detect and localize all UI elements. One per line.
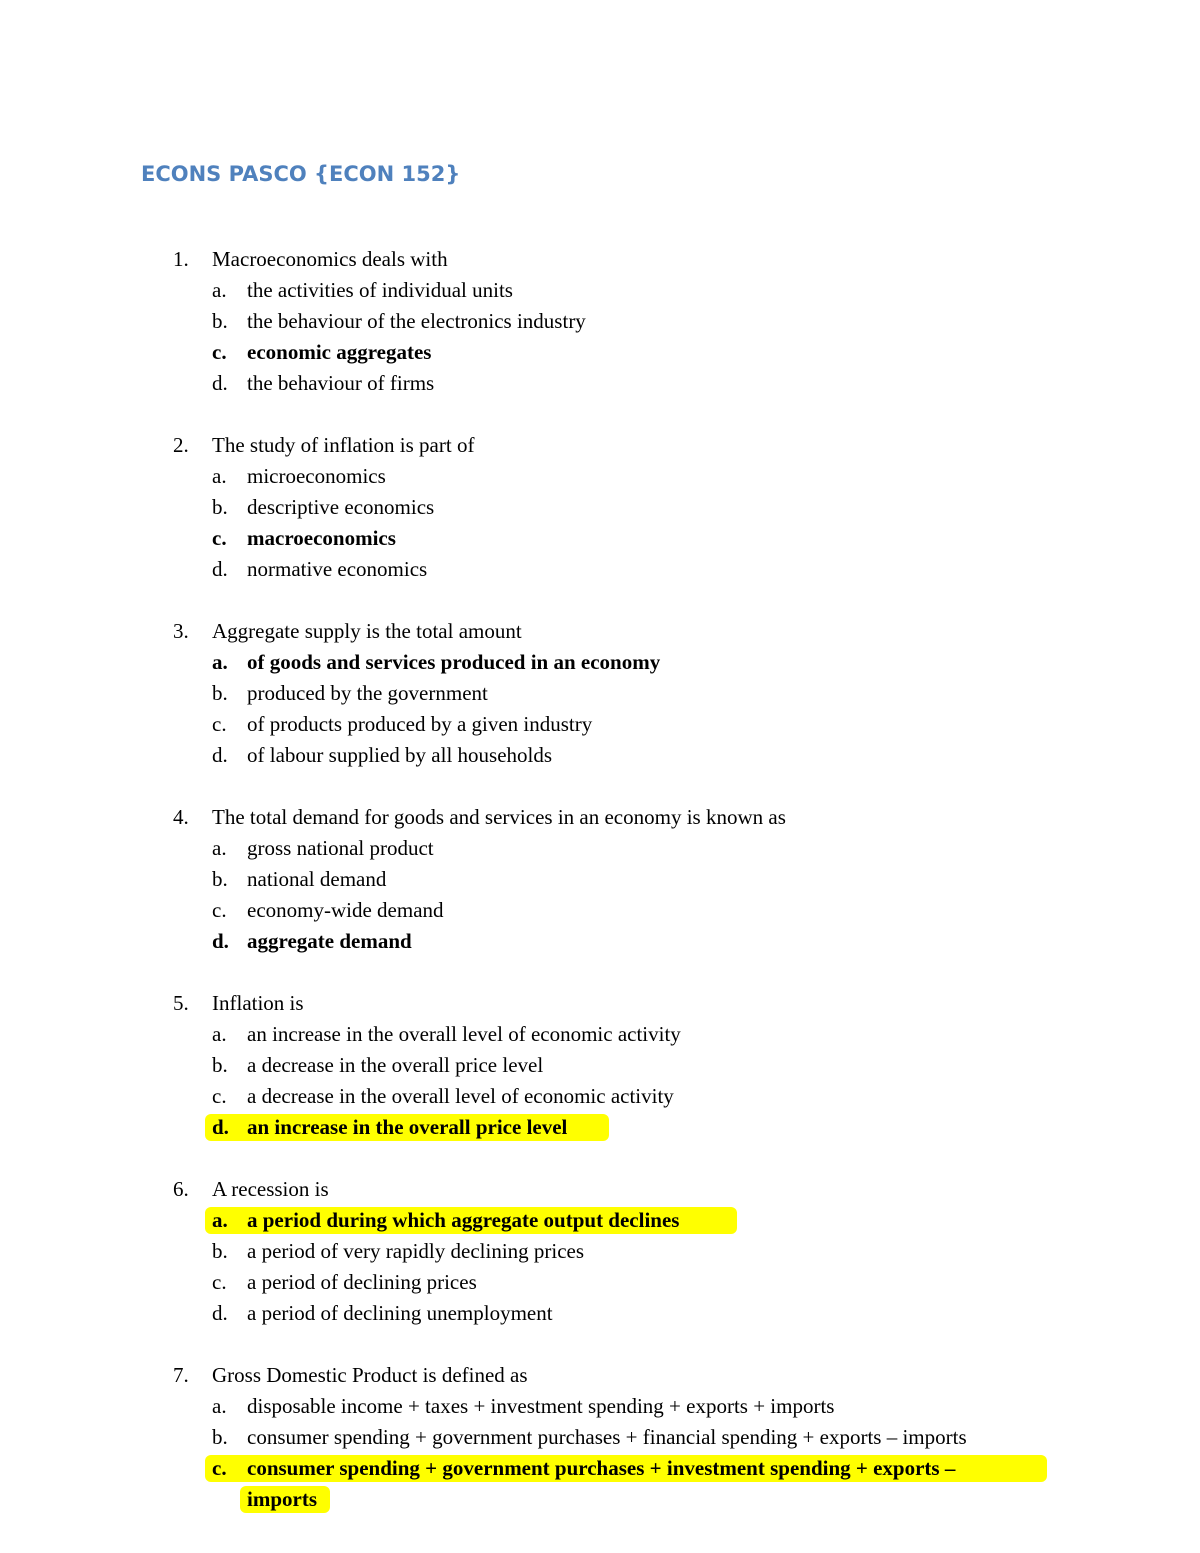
question-stem	[0, 988, 1200, 1019]
option-d	[0, 554, 1200, 585]
question-stem	[0, 244, 1200, 275]
option-c	[0, 1081, 1200, 1112]
option-letter: a.	[212, 1208, 228, 1232]
document-title: ECONS PASCO {ECON 152}	[141, 162, 461, 186]
option-letter: a.	[212, 836, 227, 860]
option-text: economic aggregates	[247, 340, 432, 364]
question-number: 2.	[173, 433, 189, 457]
question-text: A recession is	[212, 1177, 329, 1201]
option-text: national demand	[247, 867, 387, 891]
question-stem	[0, 616, 1200, 647]
option-letter: b.	[212, 309, 228, 333]
question-stem	[0, 802, 1200, 833]
option-text: of products produced by a given industry	[247, 712, 593, 736]
option-letter: c.	[212, 340, 227, 364]
question-stem	[0, 1360, 1200, 1391]
question-text: Aggregate supply is the total amount	[212, 619, 522, 643]
option-letter: a.	[212, 1022, 227, 1046]
option-text: consumer spending + government purchases + financial spending + exports – imports	[247, 1425, 967, 1449]
question-1	[0, 244, 1200, 399]
question-stem	[0, 1174, 1200, 1205]
option-letter: d.	[212, 557, 228, 581]
option-letter: c.	[212, 1270, 227, 1294]
option-c	[0, 709, 1200, 740]
option-text: a period of declining unemployment	[247, 1301, 553, 1325]
option-text: a decrease in the overall level of economic activity	[247, 1084, 674, 1108]
option-letter: a.	[212, 1394, 227, 1418]
option-b	[0, 864, 1200, 895]
option-a	[0, 833, 1200, 864]
question-text: Gross Domestic Product is defined as	[212, 1363, 528, 1387]
option-text: the behaviour of firms	[247, 371, 435, 395]
option-text: of labour supplied by all households	[247, 743, 553, 767]
option-text: an increase in the overall price level	[247, 1115, 568, 1139]
question-2	[0, 430, 1200, 585]
option-a	[0, 275, 1200, 306]
option-letter: b.	[212, 681, 228, 705]
option-text: descriptive economics	[247, 495, 435, 519]
option-letter: d.	[212, 1115, 229, 1139]
option-b	[0, 492, 1200, 523]
option-c-correct	[0, 337, 1200, 368]
option-letter: d.	[212, 1301, 228, 1325]
option-letter: d.	[212, 371, 228, 395]
option-letter: a.	[212, 464, 227, 488]
option-text-continuation: imports	[247, 1487, 317, 1511]
option-letter: c.	[212, 1456, 227, 1480]
option-text: consumer spending + government purchases + investment spending + exports –	[247, 1456, 956, 1480]
option-letter: b.	[212, 495, 228, 519]
option-c-correct-highlighted	[0, 1453, 1200, 1484]
option-text: a period during which aggregate output declines	[247, 1208, 680, 1232]
question-7	[0, 1360, 1200, 1515]
option-letter: c.	[212, 712, 227, 736]
option-text: produced by the government	[247, 681, 488, 705]
option-b	[0, 1050, 1200, 1081]
option-letter: b.	[212, 1239, 228, 1263]
question-text: Macroeconomics deals with	[212, 247, 448, 271]
question-number: 4.	[173, 805, 189, 829]
question-5	[0, 988, 1200, 1143]
option-b	[0, 1422, 1200, 1453]
option-c	[0, 895, 1200, 926]
option-letter: b.	[212, 1053, 228, 1077]
question-list	[0, 244, 1200, 1546]
option-text: a decrease in the overall price level	[247, 1053, 544, 1077]
question-number: 5.	[173, 991, 189, 1015]
option-d-correct	[0, 926, 1200, 957]
option-a	[0, 1391, 1200, 1422]
option-letter: a.	[212, 278, 227, 302]
question-3	[0, 616, 1200, 771]
option-text: a period of declining prices	[247, 1270, 477, 1294]
option-letter: c.	[212, 898, 227, 922]
option-a	[0, 1019, 1200, 1050]
option-c	[0, 1267, 1200, 1298]
option-text: the activities of individual units	[247, 278, 513, 302]
option-text: the behaviour of the electronics industry	[247, 309, 586, 333]
option-text: macroeconomics	[247, 526, 396, 550]
option-text: normative economics	[247, 557, 428, 581]
question-number: 7.	[173, 1363, 189, 1387]
option-text: aggregate demand	[247, 929, 412, 953]
option-b	[0, 1236, 1200, 1267]
option-letter: b.	[212, 867, 228, 891]
option-c-correct	[0, 523, 1200, 554]
option-letter: d.	[212, 743, 228, 767]
option-a-correct-highlighted	[0, 1205, 1200, 1236]
option-letter: a.	[212, 650, 228, 674]
question-stem	[0, 430, 1200, 461]
question-text: Inflation is	[212, 991, 304, 1015]
option-text: economy-wide demand	[247, 898, 444, 922]
option-text: of goods and services produced in an economy	[247, 650, 661, 674]
option-text: gross national product	[247, 836, 434, 860]
option-letter: d.	[212, 929, 229, 953]
option-letter: c.	[212, 526, 227, 550]
option-d-correct-highlighted	[0, 1112, 1200, 1143]
option-d	[0, 368, 1200, 399]
question-6	[0, 1174, 1200, 1329]
question-number: 1.	[173, 247, 189, 271]
option-d	[0, 740, 1200, 771]
question-text: The total demand for goods and services in an economy is known as	[212, 805, 786, 829]
option-b	[0, 306, 1200, 337]
option-a-correct	[0, 647, 1200, 678]
question-text: The study of inflation is part of	[212, 433, 475, 457]
option-text: disposable income + taxes + investment spending + exports + imports	[247, 1394, 835, 1418]
option-letter: b.	[212, 1425, 228, 1449]
question-number: 6.	[173, 1177, 189, 1201]
question-4	[0, 802, 1200, 957]
option-letter: c.	[212, 1084, 227, 1108]
option-text: a period of very rapidly declining prices	[247, 1239, 585, 1263]
option-text: microeconomics	[247, 464, 386, 488]
option-c-continuation	[0, 1484, 1200, 1515]
option-text: an increase in the overall level of economic activity	[247, 1022, 681, 1046]
question-number: 3.	[173, 619, 189, 643]
option-d	[0, 1298, 1200, 1329]
option-a	[0, 461, 1200, 492]
option-b	[0, 678, 1200, 709]
